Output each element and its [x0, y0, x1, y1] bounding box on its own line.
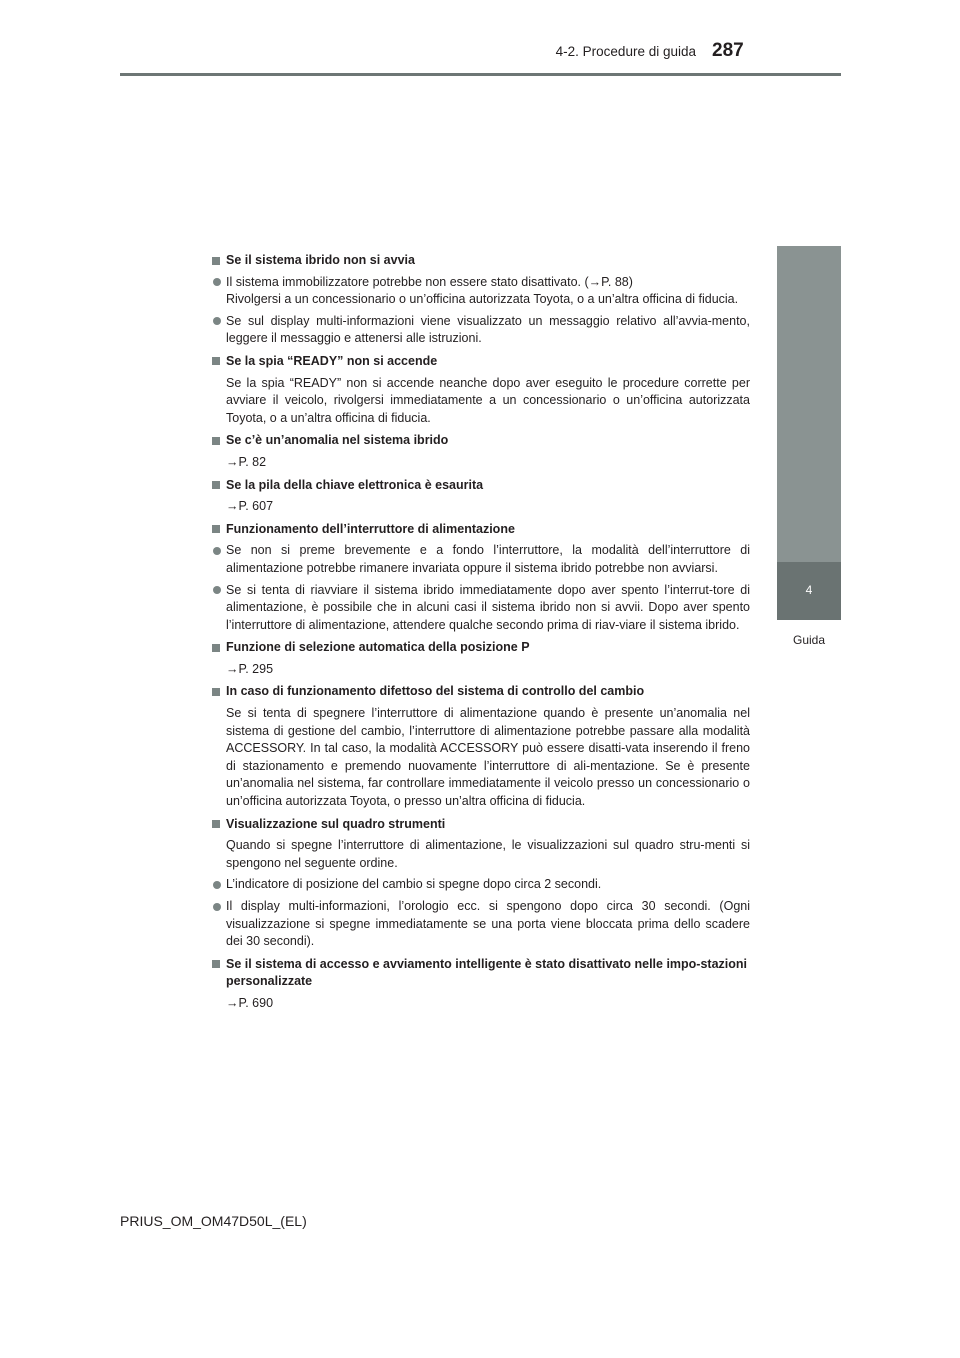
section-heading: Se il sistema di accesso e avviamento intelligente è stato disattivato nelle impo-stazioni personalizzate	[212, 956, 750, 991]
section-heading: Se la pila della chiave elettronica è esaurita	[212, 477, 750, 495]
header-divider	[120, 73, 841, 76]
bullet-item: Il display multi-informazioni, l’orologio ecc. si spengono dopo circa 30 secondi. (Ogni visualizzazione si spegne immediatamente se una porta viene bloccata prima dello scadere dei 30 secondi).	[212, 898, 750, 951]
page-reference-link[interactable]: →P. 82	[226, 454, 267, 469]
section-heading: In caso di funzionamento difettoso del sistema di controllo del cambio	[212, 683, 750, 701]
page-reference-link[interactable]: →P. 88	[588, 274, 629, 289]
bullet-item: Se non si preme brevemente e a fondo l’interruttore, la modalità dell’interruttore di alimentazione potrebbe rimanere invariata oppure il sistema ibrido potrebbe non avviarsi.	[212, 542, 750, 577]
paragraph: Se la spia “READY” non si accende neanche dopo aver eseguito le procedure corrette per avviare il veicolo, rivolgersi immediatamente a un concessionario o un’officina autorizzata Toyota, o a un’altra officina di fiducia.	[226, 375, 750, 425]
page-reference-link[interactable]: →P. 607	[226, 499, 274, 514]
page-reference-link[interactable]: →P. 690	[226, 995, 274, 1010]
bullet-item: Il sistema immobilizzatore potrebbe non essere stato disattivato. (→P. 88) Rivolgersi a un concessionario o un’officina autorizzata Toyota, o a un’altra officina di fiducia.	[212, 274, 750, 309]
chapter-number: 4	[777, 562, 841, 620]
page-reference-link[interactable]: →P. 295	[226, 661, 274, 676]
section-heading: Funzionamento dell’interruttore di alimentazione	[212, 521, 750, 539]
page-content	[212, 252, 750, 1017]
paragraph: Quando si spegne l’interruttore di alimentazione, le visualizzazioni sul quadro stru-menti si spengono nel seguente ordine.	[226, 838, 750, 870]
chapter-label: Guida	[792, 633, 826, 647]
document-code: PRIUS_OM_OM47D50L_(EL)	[120, 1213, 307, 1229]
section-heading: Se la spia “READY” non si accende	[212, 353, 750, 371]
bullet-item: Se sul display multi-informazioni viene visualizzato un messaggio relativo all’avvia-mento, leggere il messaggio e attenersi alle istruzioni.	[212, 313, 750, 348]
bullet-item: L’indicatore di posizione del cambio si spegne dopo circa 2 secondi.	[212, 876, 750, 894]
section-heading: Se il sistema ibrido non si avvia	[212, 252, 750, 270]
section-heading: Se c’è un’anomalia nel sistema ibrido	[212, 432, 750, 450]
bullet-item: Se si tenta di riavviare il sistema ibrido immediatamente dopo aver spento l’interrut-tore di alimentazione, è possibile che in alcuni casi il sistema ibrido non si avvii. Dopo aver spento l’interruttore di alimentazione, attendere qualche secondo prima di riav-viare il sistema ibrido.	[212, 582, 750, 635]
section-heading: Visualizzazione sul quadro strumenti	[212, 816, 750, 834]
section-heading: Funzione di selezione automatica della posizione P	[212, 639, 750, 657]
section-title: 4-2. Procedure di guida	[555, 44, 696, 59]
page-number: 287	[712, 40, 744, 61]
paragraph: Se si tenta di spegnere l’interruttore di alimentazione quando è presente un’anomalia nel sistema di gestione del cambio, l’interruttore di alimentazione potrebbe passare alla modalità ACCESSORY. In tal caso, la modalità ACCESSORY può essere disatti-vata inserendo il freno di stazionamento e premendo nuovamente l’interruttore di ali-mentazione. Se è presente un’anomalia nel sistema, far controllare immediatamente il veicolo presso un concessionario o un’officina autorizzata Toyota, o presso un’altra officina di fiducia.	[226, 706, 750, 809]
